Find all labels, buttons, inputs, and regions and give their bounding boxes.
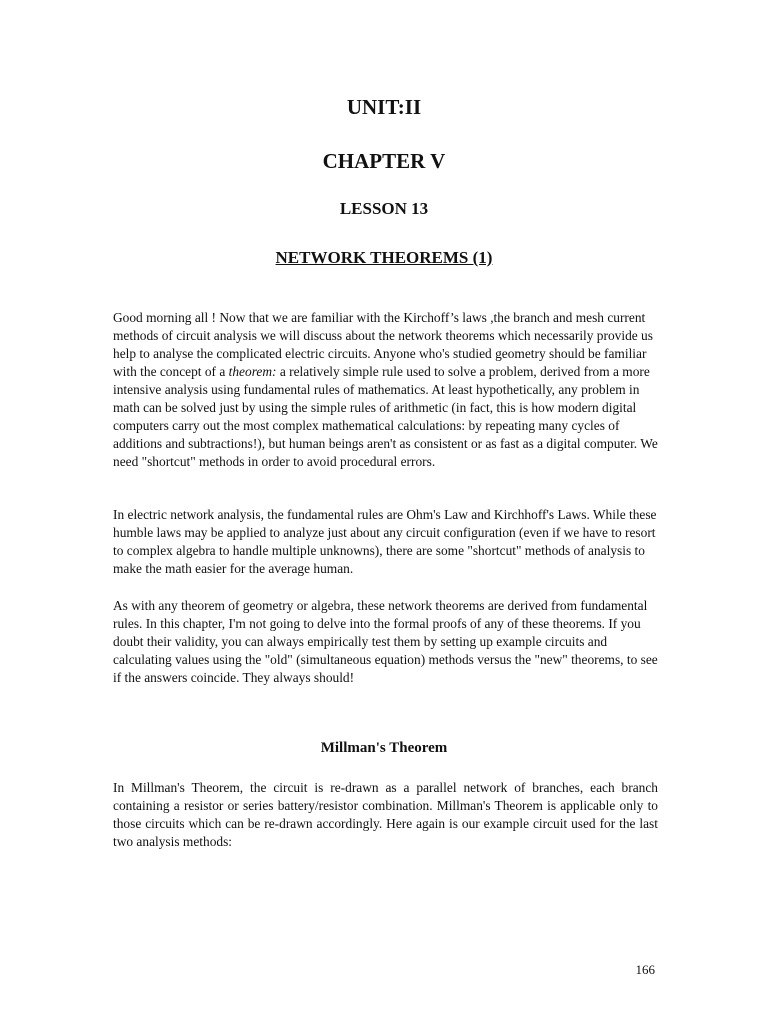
lesson-title: NETWORK THEOREMS (1) (275, 248, 493, 267)
intro-text-part2: a relatively simple rule used to solve a problem, derived from a more intensive analysis using fundamental rules of mathematics. At least hypothetically, any problem in math can be solved just by using the simple rules of arithmetic (in fact, this is how modern digital computers carry out the most complex mathematical calculations: by repeating many cycles of additions and subtractions!), but human beings aren't as consistent or as fast as a digital computer. We need "shortcut" methods in order to avoid procedural errors. (113, 364, 658, 469)
network-analysis-paragraph: In electric network analysis, the fundamental rules are Ohm's Law and Kirchhoff's Laws. While these humble laws may be applied to analyze just about any circuit configuration (even if we have to resort to complex algebra to handle multiple unknowns), there are some "shortcut" methods of analysis to make the math easier for the average human. (113, 507, 657, 576)
intro-paragraph (113, 309, 658, 471)
theorem-term: theorem: (228, 364, 277, 379)
chapter-heading: CHAPTER V (322, 149, 446, 173)
lesson-heading: LESSON 13 (339, 199, 429, 218)
millman-heading: Millman's Theorem (320, 740, 448, 756)
unit-heading: UNIT:II (346, 95, 422, 119)
millman-paragraph: In Millman's Theorem, the circuit is re-drawn as a parallel network of branches, each branch containing a resistor or series battery/resistor combination. Millman's Theorem is applicable only to those circuits which can be re-drawn accordingly. Here again is our example circuit used for the last two analysis methods: (113, 780, 658, 849)
intro-text-part1: Good morning all ! Now that we are familiar with the Kirchoff’s laws ,the branch and mesh current methods of circuit analysis we will discuss about the network theorems which necessarily provide us help to analyse the complicated electric circuits. Anyone who's studied geometry should be familiar with the concept of a (113, 310, 653, 379)
page-number: 166 (635, 962, 655, 977)
theorem-derivation-paragraph: As with any theorem of geometry or algebra, these network theorems are derived from fundamental rules. In this chapter, I'm not going to delve into the formal proofs of any of these theorems. If you doubt their validity, you can always empirically test them by setting up example circuits and calculating values using the "old" (simultaneous equation) methods versus the "new" theorems, to see if the answers coincide. They always should! (113, 598, 658, 685)
